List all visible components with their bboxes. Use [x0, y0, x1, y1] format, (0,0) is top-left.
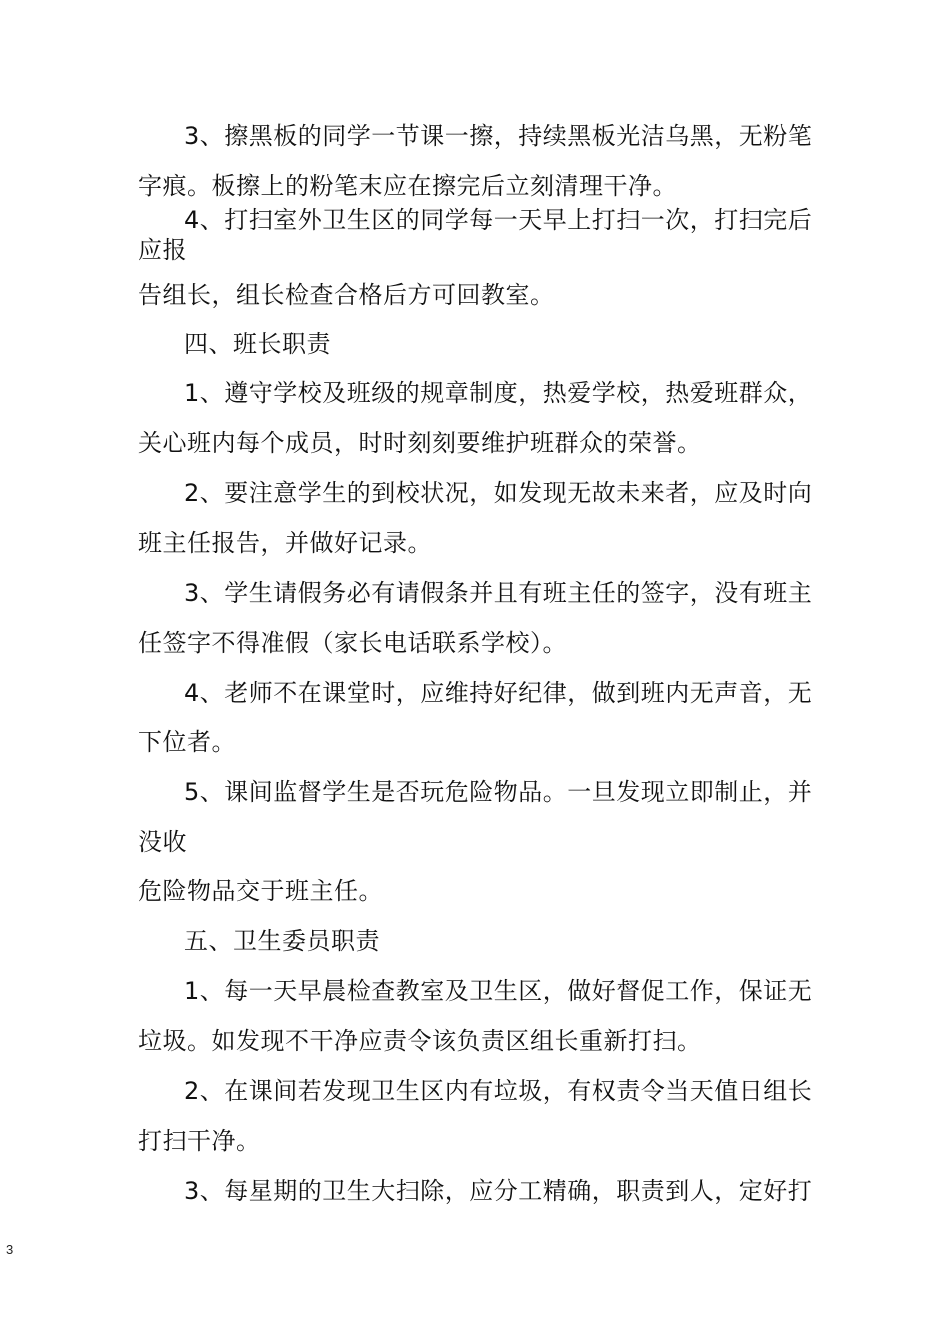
- paragraph-line: 打扫干净。: [138, 1127, 261, 1155]
- paragraph-line: 告组长，组长检查合格后方可回教室。: [138, 281, 555, 309]
- paragraph-line: 2、在课间若发现卫生区内有垃圾，有权责令当天值日组长: [184, 1077, 813, 1105]
- paragraph-line: 1、每一天早晨检查教室及卫生区，做好督促工作，保证无: [184, 977, 813, 1005]
- page-number: 3: [6, 1242, 14, 1257]
- paragraph-line: 应报: [138, 236, 187, 264]
- paragraph-line: 4、打扫室外卫生区的同学每一天早上打扫一次，打扫完后: [184, 206, 813, 234]
- paragraph-line: 垃圾。如发现不干净应责令该负责区组长重新打扫。: [138, 1027, 702, 1055]
- paragraph-line: 3、每星期的卫生大扫除，应分工精确，职责到人，定好打: [184, 1177, 813, 1205]
- paragraph-line: 班主任报告，并做好记录。: [138, 529, 432, 557]
- paragraph-line: 5、课间监督学生是否玩危险物品。一旦发现立即制止，并: [184, 778, 813, 806]
- paragraph-line: 没收: [138, 828, 187, 856]
- paragraph-line: 任签字不得准假（家长电话联系学校）。: [138, 629, 567, 657]
- paragraph-line: 3、擦黑板的同学一节课一擦，持续黑板光洁乌黑，无粉笔: [184, 122, 813, 150]
- paragraph-line: 2、要注意学生的到校状况，如发现无故未来者，应及时向: [184, 479, 813, 507]
- section-heading: 五、卫生委员职责: [184, 927, 380, 955]
- paragraph-line: 4、老师不在课堂时，应维持好纪律，做到班内无声音，无: [184, 679, 813, 707]
- paragraph-line: 下位者。: [138, 728, 236, 756]
- paragraph-line: 危险物品交于班主任。: [138, 877, 383, 905]
- section-heading: 四、班长职责: [184, 330, 331, 358]
- paragraph-line: 1、遵守学校及班级的规章制度，热爱学校，热爱班群众，: [184, 379, 813, 407]
- paragraph-line: 3、学生请假务必有请假条并且有班主任的签字，没有班主: [184, 579, 813, 607]
- paragraph-line: 字痕。板擦上的粉笔末应在擦完后立刻清理干净。: [138, 172, 677, 200]
- paragraph-line: 关心班内每个成员，时时刻刻要维护班群众的荣誉。: [138, 429, 702, 457]
